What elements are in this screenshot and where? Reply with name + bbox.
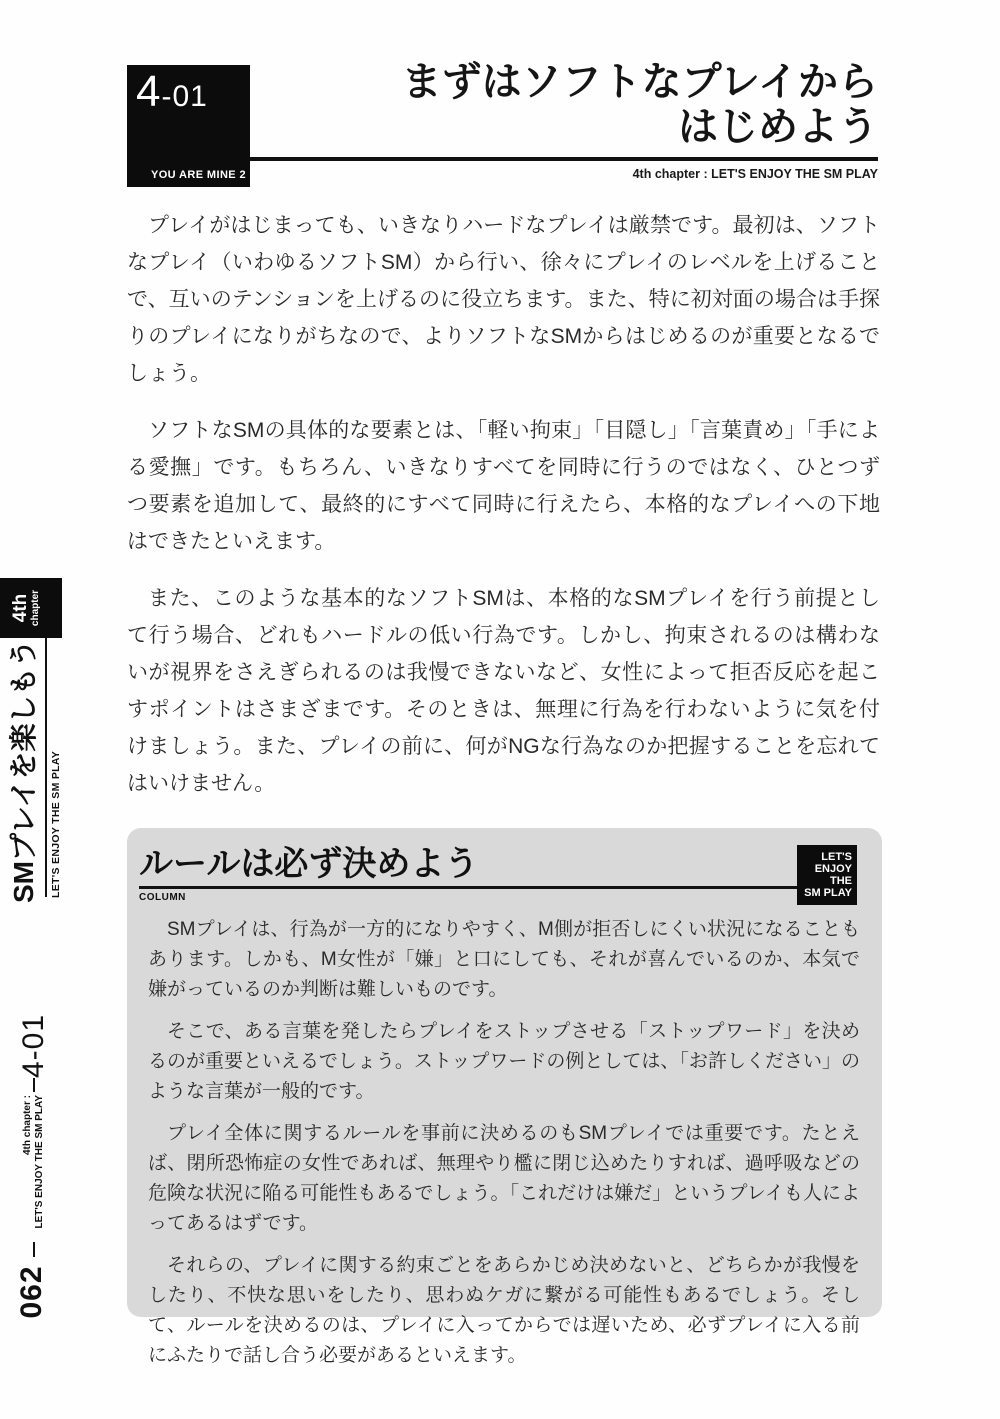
sidebar-footer-chapter-line2: LET'S ENJOY THE SM PLAY	[34, 1095, 45, 1229]
lesson-number-suffix: -01	[161, 80, 208, 113]
column-paragraph: SMプレイは、行為が一方的になりやすく、M側が拒否しにくい状況になることもあります。しかも、M女性が「嫌」と口にしても、それが喜んでいるのか、本気で嫌がっているのか判断は難しいものです。	[148, 919, 860, 1000]
lesson-number-prefix: 4	[136, 67, 162, 116]
sidebar-chapter-title-jp: SMプレイを楽しもう	[8, 639, 39, 903]
page-title-line2: はじめよう	[678, 105, 878, 149]
sidebar-separator	[33, 1078, 35, 1092]
chapter-caption: 4th chapter : LET'S ENJOY THE SM PLAY	[632, 167, 878, 181]
sidebar-chapter-tab-text	[11, 578, 51, 638]
column-heading-row	[139, 842, 798, 889]
page-title	[402, 60, 878, 150]
column-label: COLUMN	[139, 892, 186, 903]
body-paragraph: また、このような基本的なソフトSMは、本格的なSMプレイを行う前提として行う場合、どれもハードルの低い行為です。しかし、拘束されるのは構わないが視界をさえぎられるのは我慢できないなど、女性によって拒否反応を起こすポイントはさまざまです。そのときは、無理に行為を行わないように気を付けましょう。また、プレイの前に、何がNGな行為なのか把握することを忘れてはいけません。	[127, 587, 880, 795]
sidebar-chapter-title-en: LET'S ENJOY THE SM PLAY	[50, 750, 62, 898]
sidebar-separator	[33, 1242, 35, 1257]
column-paragraph: それらの、プレイに関する約束ごとをあらかじめ決めないと、どちらかが我慢をしたり、不快な思いをしたり、思わぬケガに繋がる可能性もあるでしょう。そして、ルールを決めるのは、プレイに入ってからでは遅いため、必ずプレイに入る前にふたりで話し合う必要があるといえます。	[148, 1255, 860, 1366]
body-paragraph: プレイがはじまっても、いきなりハードなプレイは厳禁です。最初は、ソフトなプレイ（いわゆるソフトSM）から行い、徐々にプレイのレベルを上げることで、互いのテンションを上げるのに役立ちます。また、特に初対面の場合は手探りのプレイになりがちなので、よりソフトなSMからはじめるのが重要となるでしょう。	[127, 214, 880, 385]
sidebar-footer-chapter	[22, 1095, 46, 1231]
sidebar-chapter-tab	[0, 578, 62, 638]
sidebar-vertical-rule	[45, 637, 47, 897]
column-text	[148, 915, 860, 1371]
sidebar-footer-chapter-line1: 4th chapter :	[22, 1095, 33, 1156]
column-heading: ルールは必ず決めよう	[139, 845, 479, 883]
column-paragraph: そこで、ある言葉を発したらプレイをストップさせる「ストップワード」を決めるのが重要といえるでしょう。ストップワードの例としては、「お許しください」のような言葉が一般的です。	[148, 1021, 860, 1102]
page-number: 062	[15, 1265, 48, 1319]
column-box	[127, 828, 882, 1366]
sidebar-chapter-tab-line2: chapter	[30, 589, 41, 627]
badge-line: SM PLAY	[804, 887, 852, 899]
column-badge	[797, 845, 857, 905]
lesson-number-box	[127, 65, 250, 187]
header-divider	[250, 157, 878, 161]
sidebar-chapter-tab-line1: 4th	[10, 593, 31, 623]
series-title: YOU ARE MINE 2	[150, 169, 246, 181]
lesson-number	[136, 67, 208, 117]
column-paragraph: プレイ全体に関するルールを事前に決めるのもSMプレイでは重要です。たとえば、閉所恐怖症の女性であれば、無理やり檻に閉じ込めたりすれば、過呼吸などの危険な状況に陥る可能性もあるでしょう。「これだけは嫌だ」というプレイも人によってあるはずです。	[148, 1123, 860, 1234]
badge-line: THE	[830, 875, 852, 887]
page-title-line1: まずはソフトなプレイから	[401, 60, 878, 104]
badge-line: LET'S	[821, 851, 852, 863]
sidebar-lesson-number: 4-01	[17, 1013, 50, 1078]
body-paragraph: ソフトなSMの具体的な要素とは、「軽い拘束」「目隠し」「言葉責め」「手による愛撫」です。もちろん、いきなりすべてを同時に行うのではなく、ひとつずつ要素を追加して、最終的にすべて同時に行えたら、本格的なプレイへの下地はできたといえます。	[127, 419, 880, 553]
badge-line: ENJOY	[814, 863, 852, 875]
body-text	[127, 207, 880, 822]
